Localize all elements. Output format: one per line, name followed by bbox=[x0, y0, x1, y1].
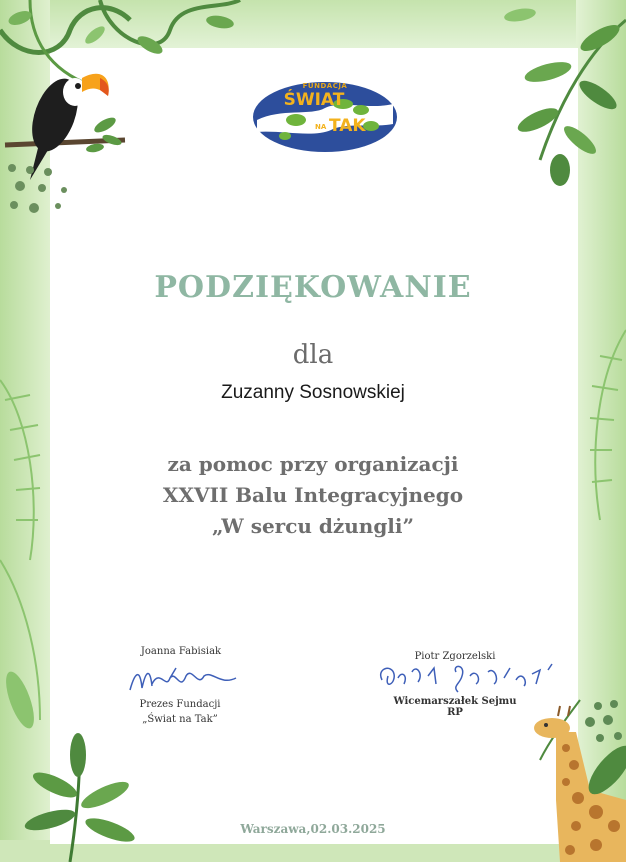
for-word: dla bbox=[292, 340, 334, 370]
reason-line-1: za pomoc przy organizacji bbox=[167, 452, 459, 476]
signatory-right-name: Piotr Zgorzelski bbox=[414, 651, 496, 662]
logo-na-text: NA bbox=[315, 123, 327, 131]
signatory-left-role bbox=[120, 697, 240, 727]
recipient-name: Zuzanny Sosnowskiej bbox=[221, 382, 405, 403]
certificate-title: PODZIĘKOWANIE bbox=[154, 270, 472, 305]
reason-line-3: „W sercu dżungli” bbox=[211, 514, 415, 538]
fundacja-swiat-na-tak-logo bbox=[251, 80, 399, 154]
signatory-left-role-line-1: Prezes Fundacji bbox=[139, 699, 221, 710]
place-and-date: Warszawa,02.03.2025 bbox=[240, 822, 386, 836]
reason-line-2: XXVII Balu Integracyjnego bbox=[162, 483, 464, 507]
signatory-left-role-line-2: „Świat na Tak” bbox=[142, 714, 218, 725]
signatory-right-role: Wicemarszałek Sejmu RP bbox=[393, 696, 517, 718]
logo-swiat-text: ŚWIAT bbox=[283, 90, 345, 110]
logo-top-text: FUNDACJA bbox=[302, 82, 348, 90]
logo-tak-text: TAK bbox=[329, 116, 366, 136]
signatory-left-name: Joanna Fabisiak bbox=[140, 646, 222, 657]
